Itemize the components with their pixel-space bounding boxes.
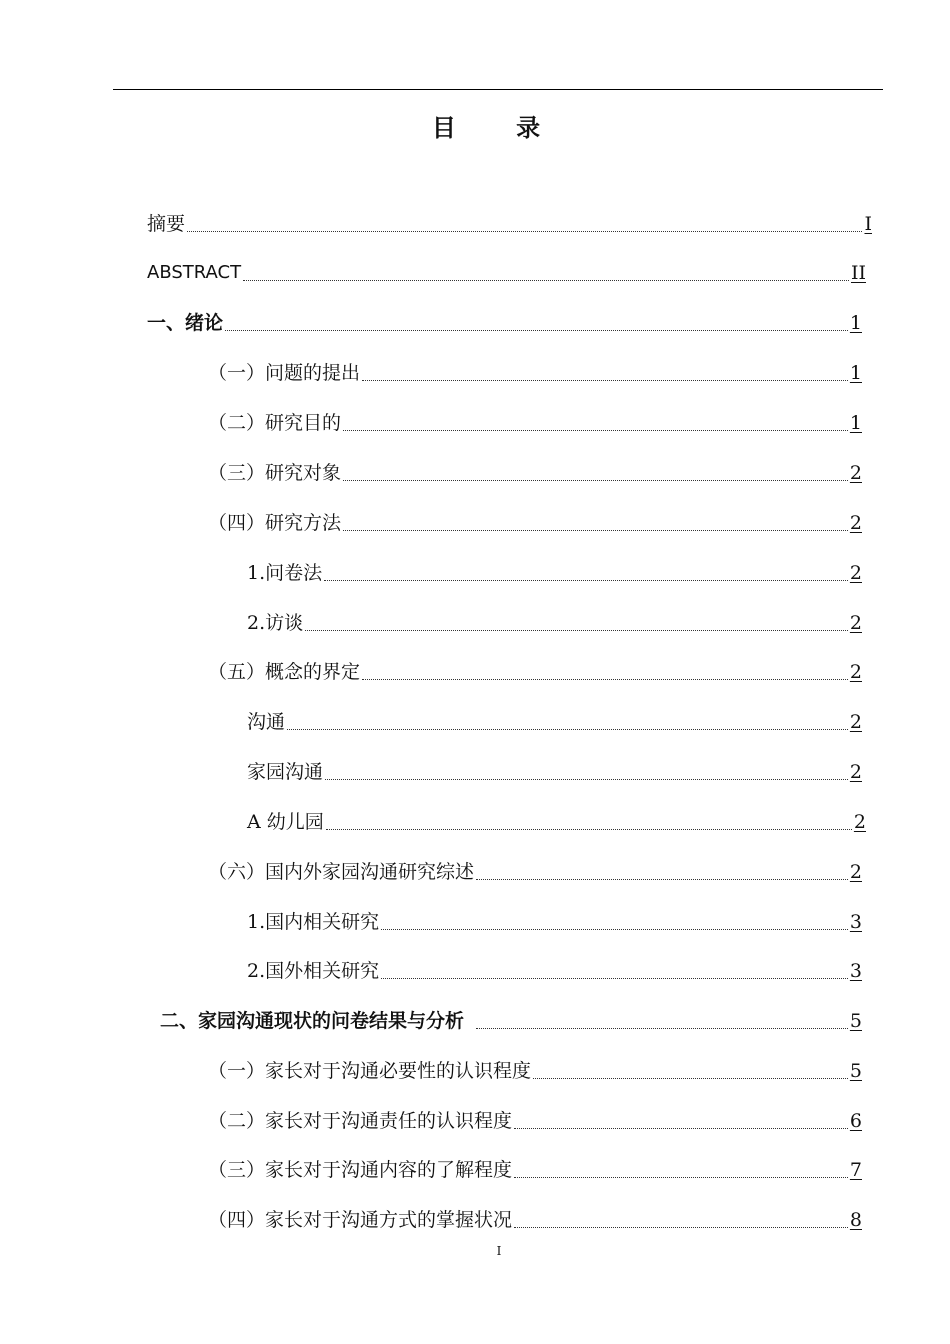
toc-label: （三）研究对象 — [208, 462, 342, 484]
toc-entry-1-2[interactable] — [208, 406, 862, 436]
toc-leader — [476, 878, 848, 880]
toc-page-number: 2 — [849, 512, 862, 534]
toc-label: 沟通 — [247, 711, 286, 733]
toc-page-number: 5 — [849, 1010, 862, 1032]
toc-entry-abstract-en[interactable] — [147, 256, 866, 286]
toc-entry-1-6-2[interactable] — [247, 954, 862, 984]
toc-entry-chapter-2[interactable] — [160, 1004, 862, 1034]
toc-leader — [514, 1176, 848, 1178]
toc-leader — [343, 429, 848, 431]
toc-leader — [187, 230, 862, 232]
toc-entry-1-6-1[interactable] — [247, 905, 862, 935]
toc-label: 2.国外相关研究 — [247, 960, 380, 982]
toc-label: （四）研究方法 — [208, 512, 342, 534]
toc-page-number: I — [864, 213, 872, 235]
toc-entry-1-4-1[interactable] — [247, 556, 862, 586]
toc-entry-chapter-1[interactable] — [147, 306, 862, 336]
toc-entry-1-1[interactable] — [208, 356, 862, 386]
toc-label: （四）家长对于沟通方式的掌握状况 — [208, 1209, 513, 1231]
toc-leader — [343, 529, 848, 531]
toc-label: 1.国内相关研究 — [247, 911, 380, 933]
toc-label: 摘要 — [147, 213, 186, 235]
toc-page-number: 8 — [849, 1209, 862, 1231]
toc-entry-2-1[interactable] — [208, 1054, 862, 1084]
toc-leader — [324, 579, 848, 581]
toc-page-number: 1 — [849, 362, 862, 384]
toc-leader — [362, 678, 848, 680]
toc-page-number: 2 — [853, 811, 866, 833]
toc-leader — [533, 1077, 848, 1079]
toc-entry-1-5-c[interactable] — [247, 805, 866, 835]
toc-leader — [325, 778, 848, 780]
page-title: 目 录 — [431, 114, 567, 142]
toc-page-number: 2 — [849, 612, 862, 634]
toc-label: 一、绪论 — [147, 312, 224, 334]
toc-page-number: 2 — [849, 462, 862, 484]
toc-label: 1.问卷法 — [247, 562, 323, 584]
toc-page-number: 2 — [849, 861, 862, 883]
toc-entry-1-5-a[interactable] — [247, 705, 862, 735]
toc-entry-2-3[interactable] — [208, 1153, 862, 1183]
toc-entry-2-2[interactable] — [208, 1104, 862, 1134]
toc-entry-1-4-2[interactable] — [247, 606, 862, 636]
toc-page-number: 2 — [849, 761, 862, 783]
toc-label: 家园沟通 — [247, 761, 324, 783]
toc-leader — [476, 1027, 848, 1029]
toc-leader — [381, 977, 848, 979]
toc-page-number: 3 — [849, 960, 862, 982]
toc-label: （二）研究目的 — [208, 412, 342, 434]
toc-label: （三）家长对于沟通内容的了解程度 — [208, 1159, 513, 1181]
toc-page-number: 3 — [849, 911, 862, 933]
toc-entry-2-4[interactable] — [208, 1203, 862, 1233]
toc-entry-1-5[interactable] — [208, 655, 862, 685]
toc-entry-1-4[interactable] — [208, 506, 862, 536]
toc-leader — [225, 329, 848, 331]
toc-label: （六）国内外家园沟通研究综述 — [208, 861, 475, 883]
toc-page-number: 1 — [849, 312, 862, 334]
toc-entry-abstract-cn[interactable] — [147, 207, 872, 237]
toc-leader — [514, 1226, 848, 1228]
toc-label: （一）问题的提出 — [208, 362, 361, 384]
toc-leader — [243, 279, 849, 281]
toc-leader — [287, 728, 848, 730]
toc-page-number: 6 — [849, 1110, 862, 1132]
toc-leader — [326, 828, 852, 830]
footer-page-number: I — [496, 1244, 502, 1258]
toc-label: A 幼儿园 — [247, 811, 324, 833]
toc-page-number: II — [850, 262, 866, 284]
toc-label: 2.访谈 — [247, 612, 304, 634]
toc-label: （二）家长对于沟通责任的认识程度 — [208, 1110, 513, 1132]
toc-label: ABSTRACT — [147, 262, 242, 283]
toc-page-number: 2 — [849, 661, 862, 683]
toc-leader — [514, 1127, 848, 1129]
toc-leader — [362, 379, 848, 381]
toc-page-number: 2 — [849, 562, 862, 584]
toc-label: 二、家园沟通现状的问卷结果与分析 — [160, 1010, 465, 1032]
toc-entry-1-3[interactable] — [208, 456, 862, 486]
toc-leader — [343, 479, 848, 481]
toc-leader — [305, 629, 848, 631]
toc-page-number: 1 — [849, 412, 862, 434]
toc-leader — [381, 928, 848, 930]
toc-page-number: 5 — [849, 1060, 862, 1082]
toc-entry-1-5-b[interactable] — [247, 755, 862, 785]
toc-entry-1-6[interactable] — [208, 855, 862, 885]
toc-page-number: 2 — [849, 711, 862, 733]
toc-label: （五）概念的界定 — [208, 661, 361, 683]
toc-label: （一）家长对于沟通必要性的认识程度 — [208, 1060, 532, 1082]
toc-page-number: 7 — [849, 1159, 862, 1181]
